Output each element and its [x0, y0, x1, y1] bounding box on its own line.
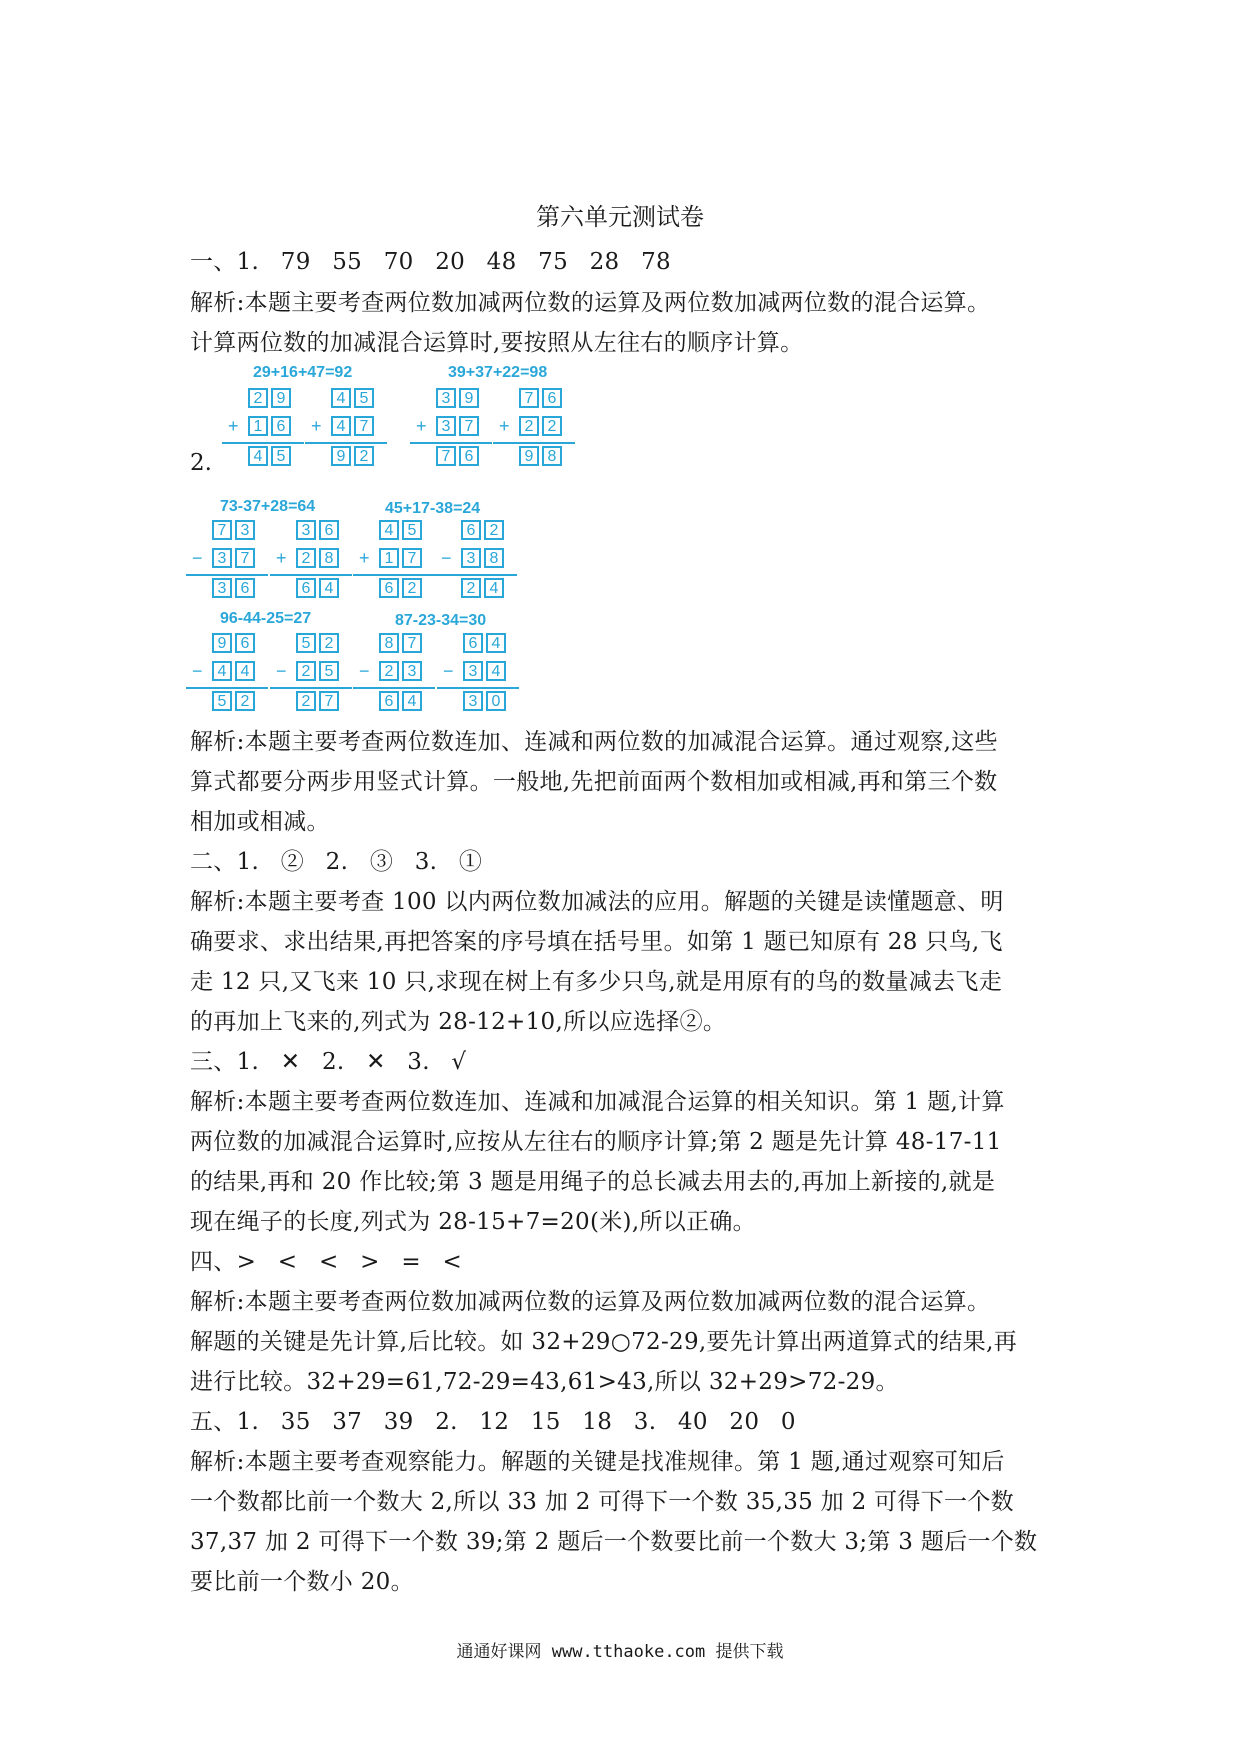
sum-line: [222, 442, 304, 444]
calc-row-top: [519, 388, 565, 410]
section-4-answers: 四、> < < > = <: [190, 1249, 463, 1275]
operator-sign: +: [311, 416, 322, 436]
calc-row-mid: [519, 416, 565, 438]
digit-box: 5: [296, 633, 316, 653]
vertical-calculation: [437, 633, 519, 715]
vertical-calculation: [270, 520, 352, 602]
calc-row-mid: [212, 661, 258, 683]
calc-row-top: [436, 388, 482, 410]
vertical-calculation: [186, 633, 268, 715]
calc-row-mid: [461, 548, 507, 570]
calc-row-mid: [379, 661, 425, 683]
page-title: 第六单元测试卷: [536, 203, 704, 231]
operator-sign: −: [192, 548, 203, 568]
calc-row-res: [212, 578, 258, 600]
calc-row-mid: [331, 416, 377, 438]
digit-box: 5: [402, 520, 422, 540]
digit-box: 1: [248, 416, 268, 436]
vertical-calculation: [270, 633, 352, 715]
digit-box: 2: [296, 661, 316, 681]
digit-box: 4: [484, 578, 504, 598]
analysis-line: 计算两位数的加减混合运算时,要按照从左往右的顺序计算。: [190, 330, 804, 356]
digit-box: 4: [402, 691, 422, 711]
analysis-line: 37,37 加 2 可得下一个数 39;第 2 题后一个数要比前一个数大 3;第 3 题后一个数: [190, 1529, 1038, 1555]
analysis-line: 解题的关键是先计算,后比较。如 32+29○72-29,要先计算出两道算式的结果,再: [190, 1329, 1018, 1355]
digit-box: 4: [248, 446, 268, 466]
digit-box: 3: [212, 548, 232, 568]
analysis-line: 确要求、求出结果,再把答案的序号填在括号里。如第 1 题已知原有 28 只鸟,飞: [190, 929, 1003, 955]
calc-row-top: [331, 388, 377, 410]
calc-row-mid: [296, 548, 342, 570]
operator-sign: +: [416, 416, 427, 436]
digit-box: 6: [459, 446, 479, 466]
analysis-line: 解析:本题主要考查两位数连加、连减和加减混合运算的相关知识。第 1 题,计算: [190, 1089, 1005, 1115]
sum-line: [270, 574, 352, 576]
calc-row-top: [212, 633, 258, 655]
analysis-line: 的再加上飞来的,列式为 28-12+10,所以应选择②。: [190, 1009, 727, 1035]
calc-row-res: [248, 446, 294, 468]
calc-row-mid: [248, 416, 294, 438]
digit-box: 7: [212, 520, 232, 540]
section-5-answers: 五、1. 35 37 39 2. 12 15 18 3. 40 20 0: [190, 1409, 796, 1435]
digit-box: 3: [235, 520, 255, 540]
digit-box: 2: [484, 520, 504, 540]
digit-box: 3: [463, 661, 483, 681]
digit-box: 7: [354, 416, 374, 436]
digit-box: 1: [379, 548, 399, 568]
analysis-line: 解析:本题主要考查观察能力。解题的关键是找准规律。第 1 题,通过观察可知后: [190, 1449, 1005, 1475]
item-2-label: 2.: [190, 450, 212, 476]
analysis-line: 的结果,再和 20 作比较;第 3 题是用绳子的总长减去用去的,再加上新接的,就是: [190, 1169, 996, 1195]
operator-sign: +: [359, 548, 370, 568]
analysis-line: 一个数都比前一个数大 2,所以 33 加 2 可得下一个数 35,35 加 2 可得下一个数: [190, 1489, 1014, 1515]
digit-box: 4: [379, 520, 399, 540]
digit-box: 6: [319, 520, 339, 540]
digit-box: 7: [402, 548, 422, 568]
footer: [0, 1637, 1240, 1662]
digit-box: 6: [379, 578, 399, 598]
section-3-answers: 三、1. ✕ 2. ✕ 3. √: [190, 1049, 467, 1075]
digit-box: 6: [235, 578, 255, 598]
digit-box: 3: [296, 520, 316, 540]
digit-box: 3: [436, 388, 456, 408]
footer-suffix: 提供下载: [715, 1642, 784, 1662]
operator-sign: −: [192, 661, 203, 681]
analysis-line: 解析:本题主要考查两位数加减两位数的运算及两位数加减两位数的混合运算。: [190, 290, 991, 316]
sum-line: [186, 687, 268, 689]
digit-box: 6: [461, 520, 481, 540]
digit-box: 6: [235, 633, 255, 653]
vertical-calculation: [353, 633, 435, 715]
digit-box: 6: [271, 416, 291, 436]
sum-line: [305, 442, 387, 444]
calc-row-mid: [212, 548, 258, 570]
equation-label: 39+37+22=98: [448, 364, 548, 381]
digit-box: 2: [379, 661, 399, 681]
digit-box: 4: [331, 416, 351, 436]
digit-box: 2: [296, 691, 316, 711]
digit-box: 6: [379, 691, 399, 711]
calc-row-top: [248, 388, 294, 410]
section-1-answers: 一、1. 79 55 70 20 48 75 28 78: [190, 249, 671, 275]
calc-row-top: [296, 520, 342, 542]
digit-box: 9: [271, 388, 291, 408]
sum-line: [353, 574, 435, 576]
sum-line: [270, 687, 352, 689]
calc-row-mid: [436, 416, 482, 438]
digit-box: 7: [319, 691, 339, 711]
calc-row-res: [463, 691, 509, 713]
digit-box: 3: [402, 661, 422, 681]
section-2-answers: 二、1. ② 2. ③ 3. ①: [190, 849, 483, 875]
digit-box: 5: [271, 446, 291, 466]
digit-box: 2: [248, 388, 268, 408]
analysis-line: 走 12 只,又飞来 10 只,求现在树上有多少只鸟,就是用原有的鸟的数量减去飞走: [190, 969, 1003, 995]
equation-label: 73-37+28=64: [220, 498, 316, 515]
operator-sign: −: [359, 661, 370, 681]
digit-box: 7: [459, 416, 479, 436]
analysis-line: 现在绳子的长度,列式为 28-15+7=20(米),所以正确。: [190, 1209, 756, 1235]
digit-box: 7: [436, 446, 456, 466]
analysis-line: 进行比较。32+29=61,72-29=43,61>43,所以 32+29>72-29。: [190, 1369, 899, 1395]
digit-box: 9: [331, 446, 351, 466]
digit-box: 6: [542, 388, 562, 408]
analysis-line: 解析:本题主要考查两位数连加、连减和两位数的加减混合运算。通过观察,这些: [190, 729, 998, 755]
operator-sign: −: [276, 661, 287, 681]
digit-box: 4: [331, 388, 351, 408]
vertical-calculation: [305, 388, 387, 470]
analysis-line: 要比前一个数小 20。: [190, 1569, 414, 1595]
operator-sign: −: [441, 548, 452, 568]
digit-box: 3: [436, 416, 456, 436]
analysis-line: 相加或相减。: [190, 809, 330, 835]
digit-box: 4: [319, 578, 339, 598]
digit-box: 5: [354, 388, 374, 408]
digit-box: 2: [461, 578, 481, 598]
sum-line: [437, 687, 519, 689]
calc-row-res: [296, 691, 342, 713]
calc-row-res: [436, 446, 482, 468]
digit-box: 4: [235, 661, 255, 681]
sum-line: [353, 687, 435, 689]
digit-box: 4: [486, 661, 506, 681]
calc-row-top: [212, 520, 258, 542]
vertical-calculation: [410, 388, 492, 470]
equation-label: 87-23-34=30: [395, 612, 487, 629]
calc-row-mid: [463, 661, 509, 683]
sum-line: [186, 574, 268, 576]
analysis-line: 解析:本题主要考查两位数加减两位数的运算及两位数加减两位数的混合运算。: [190, 1289, 991, 1315]
calc-row-res: [212, 691, 258, 713]
calc-row-res: [296, 578, 342, 600]
calc-row-top: [461, 520, 507, 542]
operator-sign: +: [228, 416, 239, 436]
digit-box: 3: [463, 691, 483, 711]
equation-label: 96-44-25=27: [220, 610, 312, 627]
calc-row-top: [296, 633, 342, 655]
sum-line: [410, 442, 492, 444]
digit-box: 0: [486, 691, 506, 711]
digit-box: 2: [296, 548, 316, 568]
digit-box: 2: [319, 633, 339, 653]
digit-box: 7: [235, 548, 255, 568]
digit-box: 8: [542, 446, 562, 466]
digit-box: 3: [461, 548, 481, 568]
vertical-calculation: [435, 520, 517, 602]
digit-box: 7: [519, 388, 539, 408]
calc-row-res: [519, 446, 565, 468]
digit-box: 8: [319, 548, 339, 568]
footer-url: www.tthaoke.com: [551, 1642, 706, 1662]
analysis-line: 解析:本题主要考查 100 以内两位数加减法的应用。解题的关键是读懂题意、明: [190, 889, 1004, 915]
equation-label: 29+16+47=92: [253, 364, 353, 381]
operator-sign: +: [276, 548, 287, 568]
digit-box: 9: [519, 446, 539, 466]
calc-row-top: [379, 633, 425, 655]
analysis-line: 两位数的加减混合运算时,应按从左往右的顺序计算;第 2 题是先计算 48-17-11: [190, 1129, 1002, 1155]
digit-box: 5: [212, 691, 232, 711]
calc-row-mid: [379, 548, 425, 570]
operator-sign: +: [499, 416, 510, 436]
analysis-line: 算式都要分两步用竖式计算。一般地,先把前面两个数相加或相减,再和第三个数: [190, 769, 998, 795]
calc-row-res: [379, 691, 425, 713]
digit-box: 2: [402, 578, 422, 598]
calc-row-top: [379, 520, 425, 542]
calc-row-res: [331, 446, 377, 468]
vertical-calculation: [222, 388, 304, 470]
vertical-calculation: [186, 520, 268, 602]
digit-box: 6: [463, 633, 483, 653]
equation-label: 45+17-38=24: [385, 500, 481, 517]
digit-box: 4: [212, 661, 232, 681]
digit-box: 8: [484, 548, 504, 568]
calc-row-mid: [296, 661, 342, 683]
digit-box: 9: [459, 388, 479, 408]
digit-box: 7: [402, 633, 422, 653]
operator-sign: −: [443, 661, 454, 681]
calc-row-res: [379, 578, 425, 600]
footer-site: 通通好课网: [456, 1642, 542, 1662]
sum-line: [493, 442, 575, 444]
digit-box: 2: [354, 446, 374, 466]
digit-box: 3: [212, 578, 232, 598]
digit-box: 4: [486, 633, 506, 653]
vertical-calculation: [353, 520, 435, 602]
calc-row-top: [463, 633, 509, 655]
digit-box: 6: [296, 578, 316, 598]
digit-box: 8: [379, 633, 399, 653]
digit-box: 2: [542, 416, 562, 436]
vertical-calculation: [493, 388, 575, 470]
sum-line: [435, 574, 517, 576]
digit-box: 2: [519, 416, 539, 436]
digit-box: 9: [212, 633, 232, 653]
calc-row-res: [461, 578, 507, 600]
digit-box: 5: [319, 661, 339, 681]
digit-box: 2: [235, 691, 255, 711]
